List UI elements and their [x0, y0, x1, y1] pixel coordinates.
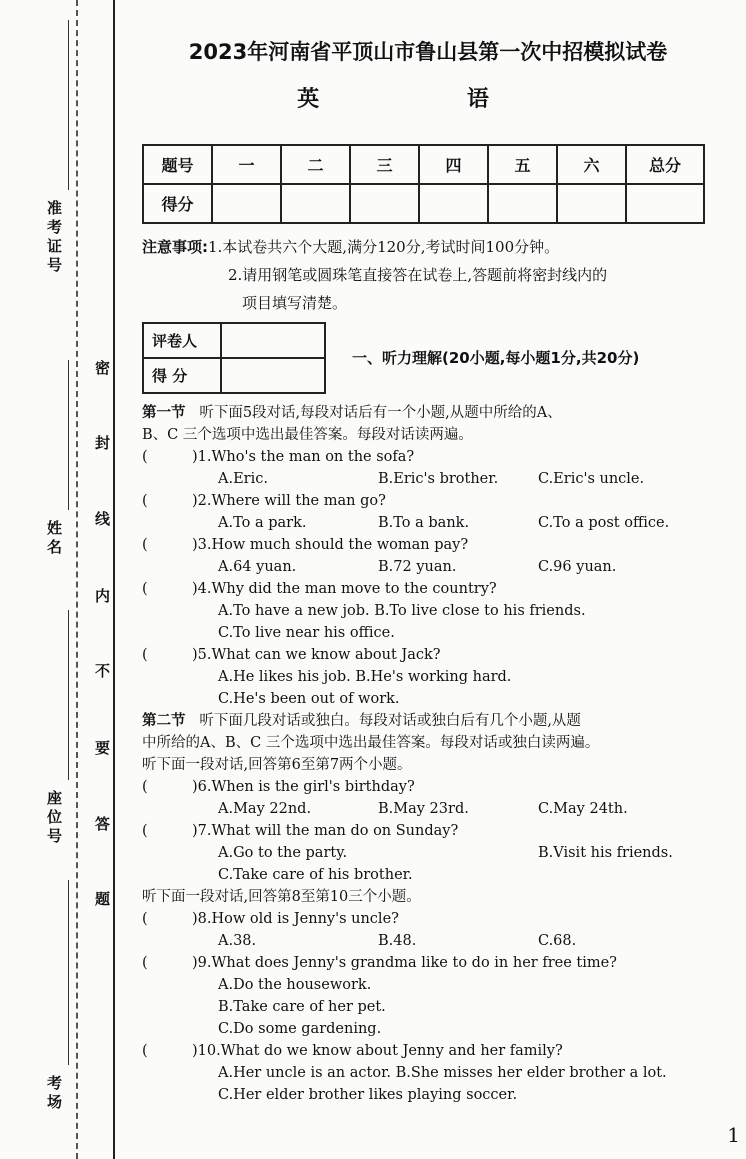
option: C.He's been out of work.	[218, 691, 400, 707]
option: A.64 yuan.	[218, 559, 297, 575]
question-text: )7.What will the man do on Sunday?	[192, 823, 459, 839]
options	[142, 468, 732, 490]
score-input-cell[interactable]	[350, 184, 419, 223]
part1-instruction: B、C 三个选项中选出最佳答案。每段对话读两遍。	[142, 427, 473, 443]
seal-char: 答	[95, 815, 111, 833]
question-text: )3.How much should the woman pay?	[192, 537, 469, 553]
question-text: )5.What can we know about Jack?	[192, 647, 441, 663]
question	[142, 1040, 732, 1062]
option: C.May 24th.	[538, 801, 628, 817]
option: A.May 22nd.	[218, 801, 312, 817]
question	[142, 446, 732, 468]
option: A.Do the housework.	[218, 977, 372, 993]
grader-score-label: 得 分	[143, 358, 221, 393]
question-text: )9.What does Jenny's grandma like to do in her free time?	[192, 955, 617, 971]
options	[142, 512, 732, 534]
option: C.Her elder brother likes playing soccer.	[218, 1087, 518, 1103]
answer-paren[interactable]: (	[142, 647, 148, 663]
exam-room-label: 考场	[45, 1075, 63, 1113]
exam-title: 2023年河南省平顶山市鲁山县第一次中招模拟试卷	[188, 40, 668, 64]
answer-paren[interactable]: (	[142, 779, 148, 795]
option: C.To live near his office.	[218, 625, 395, 641]
seal-char: 内	[95, 587, 111, 605]
exam-number-label: 准考证号	[45, 200, 63, 276]
part2-heading: 第二节	[142, 713, 186, 729]
score-table	[142, 144, 705, 224]
score-cell: 二	[281, 145, 350, 184]
seal-char: 要	[95, 739, 111, 757]
question	[142, 952, 732, 974]
option: A.Her uncle is an actor. B.She misses her elder brother a lot.	[218, 1065, 667, 1081]
question-text: )2.Where will the man go?	[192, 493, 386, 509]
answer-paren[interactable]: (	[142, 955, 148, 971]
options	[142, 842, 732, 864]
reviewer-label: 评卷人	[143, 323, 221, 358]
answer-paren[interactable]: (	[142, 493, 148, 509]
options	[142, 930, 732, 952]
part1-instruction: 听下面5段对话,每段对话后有一个小题,从题中所给的A、	[199, 405, 562, 421]
seal-char: 封	[95, 434, 111, 452]
questions-body	[142, 402, 732, 1106]
grader-table	[142, 322, 326, 394]
answer-paren[interactable]: (	[142, 1043, 148, 1059]
option: B.72 yuan.	[378, 559, 457, 575]
score-cell: 总分	[626, 145, 704, 184]
score-input-cell[interactable]	[281, 184, 350, 223]
question-text: )1.Who's the man on the sofa?	[192, 449, 415, 465]
seal-char: 不	[95, 662, 111, 680]
question	[142, 776, 732, 798]
option: B.To a bank.	[378, 515, 470, 531]
question-text: )8.How old is Jenny's uncle?	[192, 911, 399, 927]
reviewer-input[interactable]	[221, 323, 325, 358]
score-cell: 一	[212, 145, 281, 184]
seat-number-label: 座位号	[45, 790, 63, 847]
score-input-cell[interactable]	[557, 184, 626, 223]
question	[142, 534, 732, 556]
score-cell: 六	[557, 145, 626, 184]
option: C.To a post office.	[538, 515, 670, 531]
score-cell: 三	[350, 145, 419, 184]
name-label: 姓名	[45, 520, 63, 558]
score-input-cell[interactable]	[626, 184, 704, 223]
option: B.48.	[378, 933, 417, 949]
subject-title: 英 语	[297, 87, 559, 112]
page-number: 1	[727, 1123, 740, 1147]
seal-char: 密	[95, 359, 111, 377]
answer-paren[interactable]: (	[142, 911, 148, 927]
name-field[interactable]	[68, 360, 69, 510]
answer-paren[interactable]: (	[142, 823, 148, 839]
notice-label: 注意事项:	[142, 238, 208, 256]
seal-char: 线	[95, 510, 111, 528]
question-text: )4.Why did the man move to the country?	[192, 581, 497, 597]
score-input-cell[interactable]	[419, 184, 488, 223]
answer-paren[interactable]: (	[142, 581, 148, 597]
option: A.He likes his job. B.He's working hard.	[218, 669, 512, 685]
grader-score-input[interactable]	[221, 358, 325, 393]
option: C.Do some gardening.	[218, 1021, 382, 1037]
option: A.Eric.	[218, 471, 268, 487]
exam-room-field[interactable]	[68, 880, 69, 1065]
part1-heading: 第一节	[142, 405, 186, 421]
seal-char: 题	[95, 890, 111, 908]
option: A.Go to the party.	[218, 845, 348, 861]
seal-line	[113, 0, 115, 1159]
section-title: 一、听力理解(20小题,每小题1分,共20分)	[352, 349, 640, 367]
option: B.Eric's brother.	[378, 471, 499, 487]
option: A.To a park.	[218, 515, 307, 531]
score-table-row	[143, 184, 704, 223]
part2-instruction: 中所给的A、B、C 三个选项中选出最佳答案。每段对话或独白读两遍。	[142, 735, 600, 751]
score-row-label: 得分	[143, 184, 212, 223]
option: C.Take care of his brother.	[218, 867, 413, 883]
sub-instruction: 听下面一段对话,回答第6至第7两个小题。	[142, 757, 412, 773]
question	[142, 490, 732, 512]
option: B.Visit his friends.	[538, 845, 673, 861]
score-input-cell[interactable]	[212, 184, 281, 223]
score-table-header	[143, 145, 704, 184]
option: B.May 23rd.	[378, 801, 469, 817]
options	[142, 798, 732, 820]
answer-paren[interactable]: (	[142, 537, 148, 553]
option: C.Eric's uncle.	[538, 471, 645, 487]
score-cell: 题号	[143, 145, 212, 184]
option: C.68.	[538, 933, 577, 949]
options	[142, 556, 732, 578]
question	[142, 578, 732, 600]
option: B.Take care of her pet.	[218, 999, 386, 1015]
option: C.96 yuan.	[538, 559, 617, 575]
notice-item: 2.请用钢笔或圆珠笔直接答在试卷上,答题前将密封线内的	[228, 266, 608, 284]
score-cell: 四	[419, 145, 488, 184]
question	[142, 908, 732, 930]
fold-line	[76, 0, 78, 1159]
part2-instruction: 听下面几段对话或独白。每段对话或独白后有几个小题,从题	[199, 713, 581, 729]
question-text: )10.What do we know about Jenny and her family?	[192, 1043, 563, 1059]
seat-number-field[interactable]	[68, 610, 69, 780]
exam-number-field[interactable]	[68, 20, 69, 190]
notice-item: 1.本试卷共六个大题,满分120分,考试时间100分钟。	[208, 238, 560, 256]
score-cell: 五	[488, 145, 557, 184]
notice-item: 项目填写清楚。	[242, 294, 348, 312]
question	[142, 820, 732, 842]
option: A.38.	[218, 933, 257, 949]
option: A.To have a new job. B.To live close to his friends.	[218, 603, 586, 619]
sub-instruction: 听下面一段对话,回答第8至第10三个小题。	[142, 889, 421, 905]
question	[142, 644, 732, 666]
question-text: )6.When is the girl's birthday?	[192, 779, 415, 795]
notice-block	[142, 233, 732, 317]
answer-paren[interactable]: (	[142, 449, 148, 465]
score-input-cell[interactable]	[488, 184, 557, 223]
